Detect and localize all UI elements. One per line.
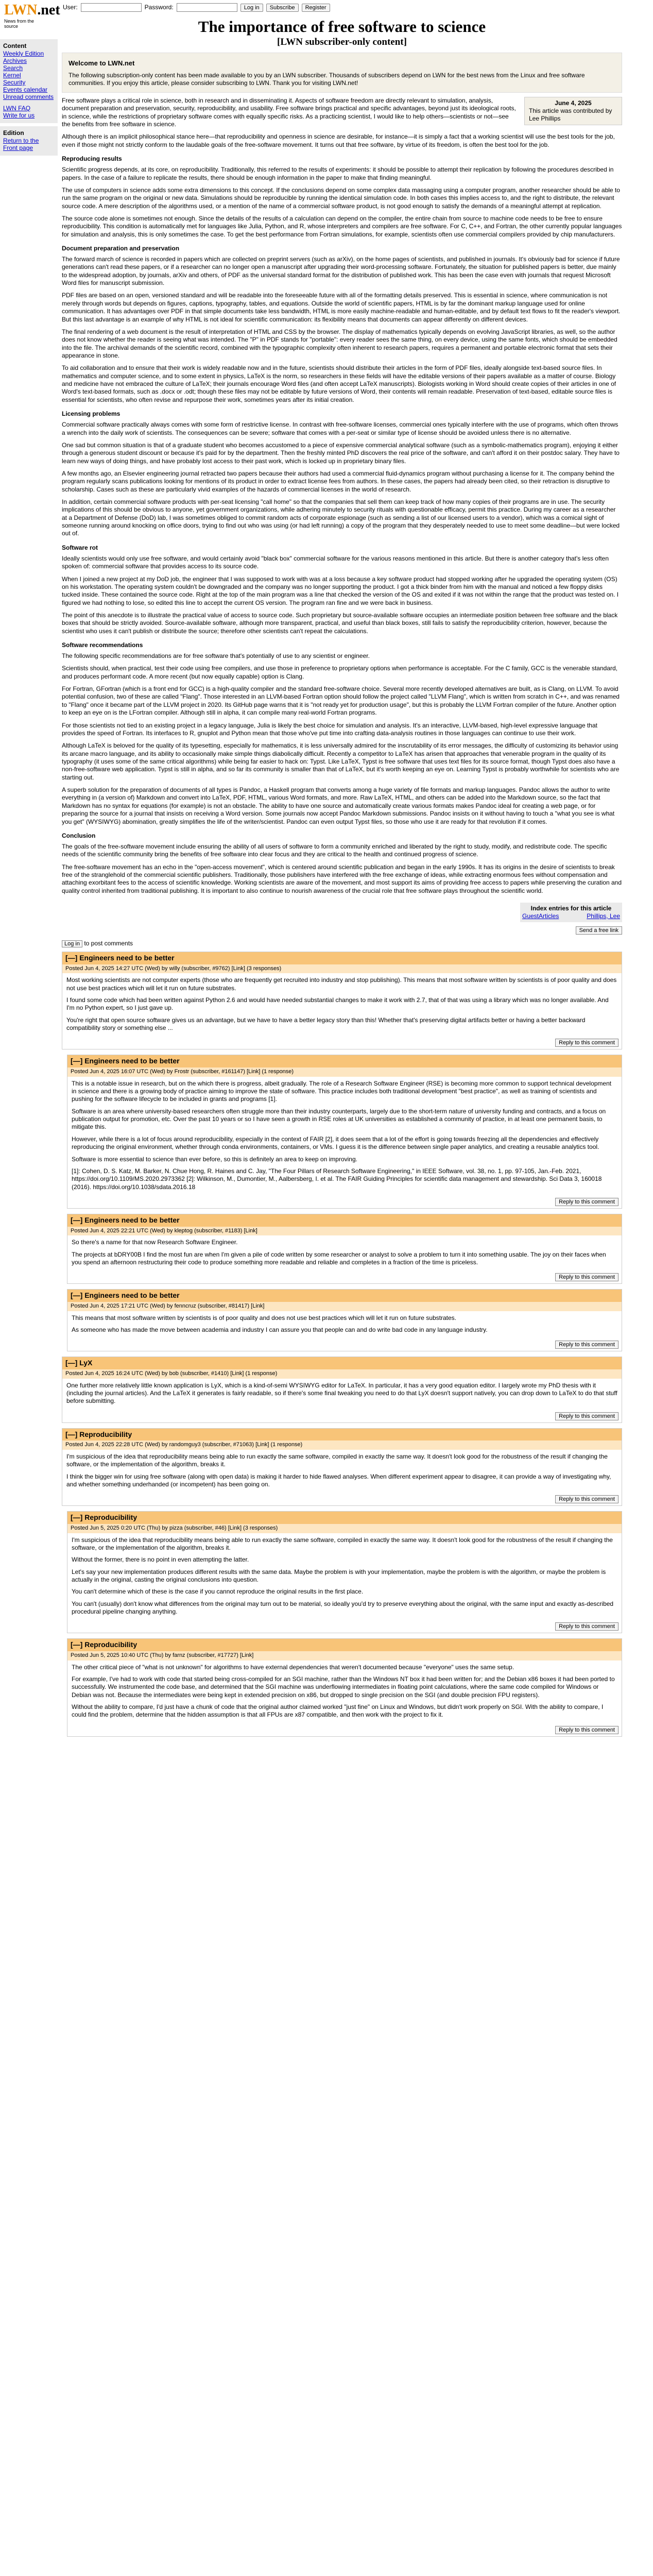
index-entry-guestarticles[interactable]: GuestArticles — [522, 912, 559, 920]
reply-button[interactable]: Reply to this comment — [555, 1198, 618, 1206]
comment — [67, 1511, 622, 1633]
page-title: The importance of free software to science — [198, 18, 486, 36]
sidebar-item-archives[interactable]: Archives — [3, 57, 27, 64]
comment-body — [67, 1660, 622, 1725]
comment-body — [67, 1311, 622, 1341]
article-paragraph: A few months ago, an Elsevier engineering journal retracted two papers because their authors had used a commercial fluid-dynamics program without purchasing a license for it. The company behind the program regularly scans publications looking for mentions of its product in order to extract license fees from authors. In these cases, the papers had already been cited, so their retraction is disruptive to scholarship. Cases such as these are particularly vivid examples of the hazards of commercial licenses in the world of research. — [62, 469, 615, 493]
article-paragraph: A superb solution for the preparation of documents of all types is Pandoc, a Haskell program that converts among a huge variety of file formats and markup languages. Pandoc allows the author to write everything in (a version of) Markdown and convert into LaTeX, PDF, HTML, various Word formats, and more. Raw LaTeX, HTML, and others can be added into the Markdown source, so the fact that Markdown has no syntax for equations (for example) is not an obstacle. The ability to have one source and automatically create various formats makes Pandoc ideal for creating a web page, or for preparing the source for a journal that insists on receiving a Word version. Some journals now accept Pandoc Markdown submissions. Pandoc insists on it without having to touch a "what you see is what you get" (WYSIWYG) abomination, greatly simplifies the life of the writer/scientist. Pandoc can even output Typst files, so those who use it are ready for that revolution if it comes. — [62, 786, 615, 825]
article-paragraph: The following specific recommendations are for free software that's potentially of use to any scientist or engineer. — [62, 652, 370, 660]
comment-title[interactable]: [—] LyX — [62, 1357, 622, 1369]
section-heading-licensing: Licensing problems — [62, 410, 121, 418]
comment-paragraph: You're right that open source software gives us an advantage, but we have to have a better legacy story than this! Whether that's preserving digital artifacts better or having a better backward compatibility story or something else ... — [66, 1016, 586, 1032]
article-paragraph: PDF files are based on an open, versioned standard and will be readable into the foreseeable future with all of the formatting details preserved. This is essential in science, where communication is not merely through words but depends on figures, captions, typography, tables, and equations. Outside the world of scientific papers, HTML is by far the dominant markup language used for online communication. It has advantages over PDF in that simple documents take less bandwidth, HTML is more easily machine-readable and human-editable, and by default text flows to fit the reader's viewport. But this last advantage is an example of why HTML is not ideal for scientific communication: its flexibility means that documents can appear differently on different devices. — [62, 292, 621, 323]
post-comments-row — [62, 940, 622, 947]
comment-footer — [67, 1622, 622, 1633]
sidebar-edition-heading: Edition — [3, 129, 24, 137]
sidebar-item-kernel[interactable]: Kernel — [3, 72, 21, 79]
comment-footer — [67, 1725, 622, 1736]
article-author-note: This article was contributed by Lee Phillips — [529, 107, 612, 122]
comment-paragraph: I'm suspicious of the idea that reproducibility means being able to run exactly the same software, compiled in exactly the same way. It doesn't look good for the robustness of the result if changing the software, or the implementation of the algorithm, breaks it. — [72, 1536, 613, 1551]
comment-paragraph: The other critical piece of "what is not unknown" for algorithms to have external dependencies that weren't documented because "everyone" uses the same setup. — [72, 1663, 514, 1671]
comment — [62, 1428, 622, 1506]
comment — [67, 1214, 622, 1284]
comment-body — [62, 1379, 622, 1412]
comment-byline: Posted Jun 5, 2025 10:40 UTC (Thu) by farnz (subscriber, #17727) [Link] — [67, 1651, 622, 1660]
comment-paragraph: As someone who has made the move between academia and industry I can assure you that people can and do write bad code in any language industry. — [72, 1326, 488, 1333]
comment-title[interactable]: [—] Engineers need to be better — [62, 952, 622, 964]
sidebar-item-unread-comments[interactable]: Unread comments — [3, 93, 54, 100]
sidebar-item-write-for-us[interactable]: Write for us — [3, 112, 35, 119]
comment-paragraph: I found some code which had been written against Python 2.6 and would have needed substantial changes to make it work with 2.7, that of that was using a library which was no longer available. And I'm no Python expert, so I just gave up. — [66, 996, 609, 1012]
logo-tagline: News from the source — [4, 19, 35, 29]
comment-byline: Posted Jun 4, 2025 16:07 UTC (Wed) by Frostr (subscriber, #161147) [Link] (1 response) — [67, 1067, 622, 1077]
section-heading-conclusion: Conclusion — [62, 832, 96, 839]
comment — [62, 952, 622, 1049]
post-comments-text: to post comments — [84, 940, 133, 947]
comment-paragraph: Let's say your new implementation produces different results with the same data. Maybe the problem is with your implementation, maybe the problem is with the algorithm, or maybe the problem is actually in the original, casting the original conclusions into question. — [72, 1568, 606, 1583]
comment-footer — [62, 1412, 622, 1422]
username-input[interactable] — [81, 3, 142, 12]
section-heading-recommendations: Software recommendations — [62, 641, 143, 649]
login-form — [63, 3, 330, 12]
comment — [67, 1289, 622, 1351]
sidebar — [0, 39, 58, 159]
index-entries-row — [522, 912, 620, 920]
user-label: User: — [63, 4, 78, 11]
reply-button[interactable]: Reply to this comment — [555, 1622, 618, 1631]
comment-title[interactable]: [—] Reproducibility — [67, 1512, 622, 1524]
logo-text-lwn: LWN — [4, 2, 38, 18]
sidebar-edition-box — [0, 126, 58, 156]
comment-paragraph: You can't (usually) don't know what differences from the original may turn out to be material, so ideally you'd try to preserve everything about the original, with the same input and exactly as-described procedural pipeline changing anything. — [72, 1600, 614, 1616]
comment-paragraph: I think the bigger win for using free software (along with open data) is making it harder to hide flawed analyses. When different experiment appear to disagree, it can provide a way of investigating why, and whether something underhanded (or incompetent) has been going on. — [66, 1472, 611, 1488]
article-paragraph: Free software plays a critical role in science, both in research and in disseminating it. Aspects of software freedom are directly relevant to simulation, analysis, document preparation and preservation, security, reproducibility, and usability. Free software brings practical and specific advantages, beyond just its ideological roots, in science, while the restrictions of proprietary software comes with equally specific risks. As a practicing scientist, I would like to help others—scientists or not—see the benefits from free software in science. — [62, 97, 516, 128]
article-paragraph: The goals of the free-software movement include ensuring the ability of all users of software to form a community enriched and liberated by the right to study, modify, and redistribute code. The specific needs of the scientific community bring the benefits of free software into clear focus and they are critical to the health and continued progress of science. — [62, 842, 607, 858]
article-paragraph: Although there is an implicit philosophical stance here—that reproducibility and openness in science are desirable, for instance—it is simply a fact that a working scientist will use the best tools for the job, even if those might not strictly conform to the laudable goals of the free-software movement. It turns out that free software, by virtue of its freedom, is often the best tool for the job. — [62, 133, 615, 148]
comment-paragraph: You can't determine which of these is the case if you cannot reproduce the original results in the first place. — [72, 1588, 364, 1596]
article-paragraph: The forward march of science is recorded in papers which are collected on preprint servers (such as arXiv), on the home pages of scientists, and published in journals. It's obviously bad for science if future generations can't read these papers, or if a researcher can no longer open a manuscript after upgrading their word-processing software. Fortunately, the situation for published papers is better, due mainly to the widespread adoption, by journals, arXiv and others, of PDF as the universal standard format for the distribution of published work. This has been the case even with journals that request Microsoft Word files for manuscript submission. — [62, 256, 620, 287]
article-paragraph: In addition, certain commercial software products with per-seat licensing "call home" so that the companies that sell them can keep track of how many copies of their programs are in use. The security implications of this should be obvious to anyone, yet government organizations, while adhering minutely to security rituals with questionable efficacy, permit this practice. During my career as a researcher at a Department of Defense (DoD) lab, I was sometimes obliged to commit random acts of corporate espionage (such as sending a list of our licensed users to a vendor), which was a comical sight of someone running around knocking on office doors, trying to find out who was using (or had left running) a copy of the program that they desperately needed to use to meet some deadline—but were locked out of. — [62, 498, 620, 537]
article-paragraph: Although LaTeX is beloved for the quality of its typesetting, especially for mathematics, it is less universally admired for the inscrutability of its error messages, the difficulty of customizing its behavior using its arcane macro language, and its ability to occasionally make simple things diabolically difficult. Recently a competitor to LaTeX has arisen that approaches that venerable program in the quality of its typography (it uses some of the same critical algorithms) while being far easier to hack on: Typst. Like LaTeX, Typst is free software that uses text files for its source format, though Typst does also have a non-free-software web application. Typst is still in alpha, and so far its community is smaller than that of LaTeX, but it's worth keeping an eye on. Learning Typst is probably worthwhile for scientists who are starting out. — [62, 742, 620, 781]
article-paragraph: The final rendering of a web document is the result of interpretation of HTML and CSS by the browser. The display of mathematics typically depends on evolving JavaScript libraries, as well, so the author does not know whether the reader is seeing what was intended. The "P" in PDF stands for "portable": every reader sees the same thing, on every device, using the same fonts, which should be embedded into the file. The archival demands of the scientific record, combined with the typographic complexity often inherent to research papers, requires a permanent and portable electronic format that sets their appearance in stone. — [62, 328, 617, 359]
comment-title[interactable]: [—] Engineers need to be better — [67, 1290, 622, 1302]
comment-paragraph: [1]: Cohen, D. S. Katz, M. Barker, N. Chue Hong, R. Haines and C. Jay, "The Four Pillars of Research Software Engineering," in IEEE Software, vol. 38, no. 1, pp. 97-105, Jan.-Feb. 2021, https://doi.org/10.1109/MS.2020.2973362 [2]: Wilkinson, M., Dumontier, M., Aalbersberg, I. et al. The FAIR Guiding Principles for scientific data management and stewardship. Sci Data 3, 160018 (2016). https://doi.org/10.1038/sdata.2016.18 — [72, 1167, 602, 1191]
article-paragraph: The source code alone is sometimes not enough. Since the details of the results of a calculation can depend on the compiler, the entire chain from source to machine code needs to be free to ensure reproducibility. This condition is automatically met for languages like Julia, Python, and R, whose interpreters and compilers are free software. For C, C++, and Fortran, the other currently popular languages for simulation and analysis, this is only sometimes the case. To get the best performance from Fortran simulations, for example, scientists often use commercial compilers provided by chip manufacturers. — [62, 214, 622, 238]
reply-button[interactable]: Reply to this comment — [555, 1273, 618, 1281]
comment-title[interactable]: [—] Engineers need to be better — [67, 1214, 622, 1227]
comment-paragraph: This means that most software written by scientists is of poor quality and does not use best practices which will let it run on future substrates. — [72, 1314, 457, 1321]
comment-footer — [62, 1038, 622, 1049]
article-paragraph: Commercial software practically always comes with some form of restrictive license. In contrast with free-software licenses, commercial ones typically interfere with the use of programs, which often throws a wrench into the daily work of scientists. The consequences can be severe; software that comes with a per-seat or similar type of license should be avoided unless there is no alternative. — [62, 421, 618, 436]
comment-paragraph: Software is more essential to science than ever before, so this is definitely an area to keep on improving. — [72, 1155, 357, 1163]
comment — [67, 1638, 622, 1736]
comment-byline: Posted Jun 4, 2025 14:27 UTC (Wed) by willy (subscriber, #9762) [Link] (3 responses) — [62, 964, 622, 974]
comment-paragraph: Most working scientists are not computer experts (those who are frequently get recruited into industry and stop publishing). This means that most software written by scientists is of poor quality and does not use best practices which will let it run on future substrates. — [66, 976, 617, 992]
send-free-link-button[interactable]: Send a free link — [576, 926, 622, 935]
comment-paragraph: This is a notable issue in research, but on the which there is progress, albeit gradually. The role of a Research Software Engineer (RSE) is becoming more common to support technical development in science and there is a growing body of practice aiming to improve the state of software. This practice includes both traditional development "best practice", as well as training of scientists and pushing for the software lifecycle to be included in grants and programs [1]. — [72, 1079, 612, 1103]
comment-footer — [62, 1495, 622, 1505]
welcome-heading: Welcome to LWN.net — [68, 59, 135, 67]
comment-body — [67, 1077, 622, 1197]
comment-title[interactable]: [—] Engineers need to be better — [67, 1055, 622, 1067]
sidebar-item-weekly-edition[interactable]: Weekly Edition — [3, 50, 44, 57]
sidebar-item-faq[interactable]: LWN FAQ — [3, 105, 31, 112]
reply-button[interactable]: Reply to this comment — [555, 1039, 618, 1047]
section-heading-software-rot: Software rot — [62, 544, 98, 551]
article-paragraph: The free-software movement has an echo in the "open-access movement", which is centered around scientific publication and began in the early 1990s. It has its origins in the desire of scientists to break free of the stranglehold of the commercial scientific publishers. Traditionally, those publishers have interfered with the free exchange of ideas, while extracting enormous fees without compensation and attaching exorbitant fees to the access of scientific knowledge. Working scientists are aware of the movement, and most support its aims of providing free access to papers while preserving the curation and quality control inherited from traditional publishing. It is important to also continue to nourish awareness of the crucial role that free software plays throughout the scientific world. — [62, 863, 622, 894]
reply-button[interactable]: Reply to this comment — [555, 1726, 618, 1734]
sidebar-item-security[interactable]: Security — [3, 79, 26, 86]
comment-footer — [67, 1197, 622, 1208]
site-logo[interactable] — [4, 2, 60, 35]
comment-title[interactable]: [—] Reproducibility — [62, 1429, 622, 1441]
logo-wordmark — [4, 2, 60, 18]
subscribe-button[interactable]: Subscribe — [266, 4, 299, 12]
comment — [67, 1055, 622, 1209]
comment-body — [62, 973, 622, 1038]
comment-paragraph: Without the ability to compare, I'd just have a chunk of code that the original author claimed worked "just fine" on Linux and Windows, but didn't work properly on SGI. With the ability to compare, I could find the problem, determine that the hidden assumption is that all FPUs are x87 compatible, and then work with the project to fix it. — [72, 1703, 604, 1719]
reply-button[interactable]: Reply to this comment — [555, 1412, 618, 1420]
comments-list — [62, 952, 622, 1737]
sidebar-content-heading: Content — [3, 42, 27, 49]
comment-body — [67, 1533, 622, 1622]
article-meta-box — [524, 97, 622, 125]
comment-byline: Posted Jun 5, 2025 0:20 UTC (Thu) by pizza (subscriber, #46) [Link] (3 responses) — [67, 1524, 622, 1533]
article-paragraph: The point of this anecdote is to illustrate the practical value of access to source code. Such proprietary but source-available software occupies an intermediate position between free software and the black boxes that should be strictly avoided. Source-available software, although more transparent, practical, and useful than black boxes, still fails to satisfy the reproducibility criterion, however, because the scientist who uses it can't publish or distribute the source; therefore other scientists can't repeat the calculations. — [62, 611, 618, 635]
index-entries-box — [520, 903, 622, 922]
sidebar-content-box — [0, 39, 58, 123]
comment-paragraph: However, while there is a lot of focus around reproducibility, especially in the context of FAIR [2], it does seem that a lot of the effort is going towards freezing all the dependencies and effectively reproducing the original environment, whether through conda environments, containers, or VMs. I guess it is the difference between single paper analytics, and creating a reusable analytics tool. — [72, 1135, 599, 1151]
sidebar-item-search[interactable]: Search — [3, 64, 23, 72]
comment-paragraph: I'm suspicious of the idea that reproducibility means being able to run exactly the same software, compiled in exactly the same way. It doesn't look good for the robustness of the result if changing the software, or the implementation of the algorithm, breaks it. — [66, 1452, 608, 1468]
reply-button[interactable]: Reply to this comment — [555, 1341, 618, 1349]
article-paragraph: For those scientists not tied to an existing project in a legacy language, Julia is likely the best choice for simulation and analysis. It's an interactive, LLVM-based, high-level expressive language that provides the speed of Fortran. Its interfaces to R, gnuplot and Python mean that those who've put time into crafting data-analysis routines in those languages can continue to use their work. — [62, 721, 597, 737]
comment-paragraph: One further more relatively little known application is LyX, which is a kind-of-semi WYSIWYG editor for LaTeX. In particular, it has a very good equation editor. I largely wrote my PhD thesis with it (including the journal articles). And the LaTeX it generates is fairly readable, so if there's some final tweaking you need to do that LyX doesn't support natively, you can drop down to LaTeX to do that stuff before submitting. — [66, 1381, 617, 1405]
welcome-text: The following subscription-only content has been made available to you by an LWN subscriber. Thousands of subscribers depend on LWN for the best news from the Linux and free software communities. If you enjoy this article, please consider subscribing to LWN. Thank you for visiting LWN.net! — [68, 72, 585, 87]
password-label: Password: — [144, 4, 174, 11]
main-content — [62, 18, 622, 1742]
article-paragraph: When I joined a new project at my DoD job, the engineer that I was supposed to work with was at a loss because a key software product had stopped working after he upgraded the operating system (OS) on his workstation. The operating system couldn't be downgraded and the company was no longer supporting the product. I got a thick binder from him with the manual and noticed a few floppy disks tucked inside. These contained the source code. Right at the top of the main program was a line that checked the version of the OS and exited if it was not within the range that the product was tested on. I figured we had nothing to lose, so edited this line to accept the current OS version. The program ran fine and we were back in business. — [62, 575, 619, 606]
comment-title[interactable]: [—] Reproducibility — [67, 1639, 622, 1651]
comment-byline: Posted Jun 4, 2025 22:21 UTC (Wed) by kleptog (subscriber, #1183) [Link] — [67, 1227, 622, 1236]
sidebar-item-front-page[interactable]: Return to the Front page — [3, 137, 39, 151]
comment-paragraph: For example, I've had to work with code that started being cross-compiled for an SGI machine, rather than the Windows NT box it had been written for; and the Debian x86 boxes it had been ported to successfully. We instrumented the code base, and determined that the SGI machine was underflowing intermediates in floating point calculations, where the same code compiled for Windows or Debian was not. Because the intermediates were being kept in extended precision on x86, but dropped to single precision on the SGI (and double precision FPU registers). — [72, 1675, 615, 1699]
comment-paragraph: So there's a name for that now Research Software Engineer. — [72, 1239, 238, 1246]
welcome-box — [62, 53, 622, 93]
sidebar-item-events-calendar[interactable]: Events calendar — [3, 86, 48, 93]
login-to-post-button[interactable]: Log in — [62, 940, 82, 947]
comment-footer — [67, 1273, 622, 1283]
index-entry-author[interactable]: Phillips, Lee — [587, 912, 620, 920]
comment — [62, 1357, 622, 1422]
article-body — [62, 97, 622, 934]
article-paragraph: For Fortran, GFortran (which is a front end for GCC) is a high-quality compiler and the standard free-software choice. Several more recently developed alternatives are built, as is Clang, on LLVM. To avoid potential confusion, two of these are called "Flang". Those interested in an LLVM-based Fortran option should follow the project called "LLVM Flang", which is written from scratch in C++, and was renamed to "Flang" once it became part of the LLVM project in 2020. Its GitHub page warns that it is "not ready yet for production usage", but this is probably the LLVM Fortran compiler of the future. Another option to keep an eye on is the LFortran compiler. Although still in alpha, it can compile many real-world Fortran programs. — [62, 685, 620, 717]
comment-body — [67, 1235, 622, 1273]
comment-byline: Posted Jun 4, 2025 16:24 UTC (Wed) by bob (subscriber, #1410) [Link] (1 response) — [62, 1369, 622, 1379]
article-paragraph: Ideally scientists would only use free software, and would certainly avoid "black box" commercial software for the various reasons mentioned in this article. But there is another category that's less often spoken of: commercial software that provides access to its source code. — [62, 554, 609, 570]
article-paragraph: The use of computers in science adds some extra dimensions to this concept. If the conclusions depend on some complex data massaging using a computer program, another researcher should be able to run the same program on the original or new data. Simulations should be reproducible by running the identical simulation code. In both cases this implies access to, and the right to distribute, the relevant source code. A mere description of the algorithms used, or a mention of the name of a commercial software product, is not good enough to satisfy the demands of a meaningful attempt at replication. — [62, 186, 620, 210]
password-input[interactable] — [177, 3, 237, 12]
login-button[interactable]: Log in — [240, 4, 263, 12]
comment-byline: Posted Jun 4, 2025 22:28 UTC (Wed) by randomguy3 (subscriber, #71063) [Link] (1 response) — [62, 1440, 622, 1450]
comment-byline: Posted Jun 4, 2025 17:21 UTC (Wed) by fenncruz (subscriber, #81417) [Link] — [67, 1302, 622, 1311]
article-paragraph: To aid collaboration and to ensure that their work is widely readable now and in the future, scientists should distribute their articles in the form of PDF files, ideally alongside text-based source files. In mathematics and computer science, and to some extent in physics, LaTeX is the norm, so researchers in these fields will have the editable versions of their papers available as a matter of course. Biology and medicine have not embraced the culture of LaTeX; their journals encourage Word files (and often accept LaTeX manuscripts). Biologists working in Word should create copies of their articles in one of Word's text-based formats, such as .docx or .odt; though these files may not be editable by future versions of Word, their contents will remain readable. Preservation of text-based, editable source files is essential for scientists, who often revise and repurpose their work, sometimes years after its initial creation. — [62, 364, 616, 403]
comment-paragraph: The projects at bDRY00B I find the most fun are when I'm given a pile of code written by some researcher or analyst to solve a problem to turn it into something usable. The joy on their faces when you spend an afternoon restructuring their code to produce something more readable and reliable and completes in a fraction of the time is priceless. — [72, 1250, 606, 1266]
page-subtitle: [LWN subscriber-only content] — [277, 37, 407, 47]
comment-paragraph: Without the former, there is no point in even attempting the latter. — [72, 1556, 249, 1564]
logo-text-net: .net — [37, 2, 60, 18]
section-heading-docprep: Document preparation and preservation — [62, 245, 180, 252]
reply-button[interactable]: Reply to this comment — [555, 1495, 618, 1503]
article-paragraph: One sad but common situation is that of a graduate student who becomes accustomed to a piece of expensive commercial analytical software (such as a symbolic-mathematics program), enjoying it either through a generous student discount or because it's paid for by the department. Then the freshly minted PhD discovers the real price of the software, and can't afford it on their postdoc salary. They have to learn new ways of doing things, and have probably lost access to their past work, which is locked up in proprietary binary files. — [62, 441, 620, 465]
comment-paragraph: Software is an area where university-based researchers often struggle more than their industry counterparts, largely due to the short-term nature of university funding and contracts, and a focus on publication output for promotion, etc. Over the past 10 years or so I have seen a growth in RSE roles at UK universities as established a community of practice, in at least one permanent basis, to mitigate this. — [72, 1107, 606, 1131]
section-heading-reproducing: Reproducing results — [62, 155, 122, 163]
article-paragraph: Scientific progress depends, at its core, on reproducibility. Traditionally, this referred to the results of experiments: it should be possible to attempt their replication by following the procedures described in papers. In the case of a failure to replicate the results, there should be enough information in the paper to make that finding meaningful. — [62, 166, 614, 181]
comment-footer — [67, 1340, 622, 1351]
comment-body — [62, 1450, 622, 1495]
article-paragraph: Scientists should, when practical, test their code using free compilers, and use those in preference to proprietary options when performance is acceptable. For the C family, GCC is the venerable standard, and produces performant code. A more recent (but now equally capable) option is Clang. — [62, 665, 617, 680]
index-entries-heading: Index entries for this article — [530, 905, 612, 912]
register-button[interactable]: Register — [302, 4, 330, 12]
article-date: June 4, 2025 — [555, 99, 592, 107]
